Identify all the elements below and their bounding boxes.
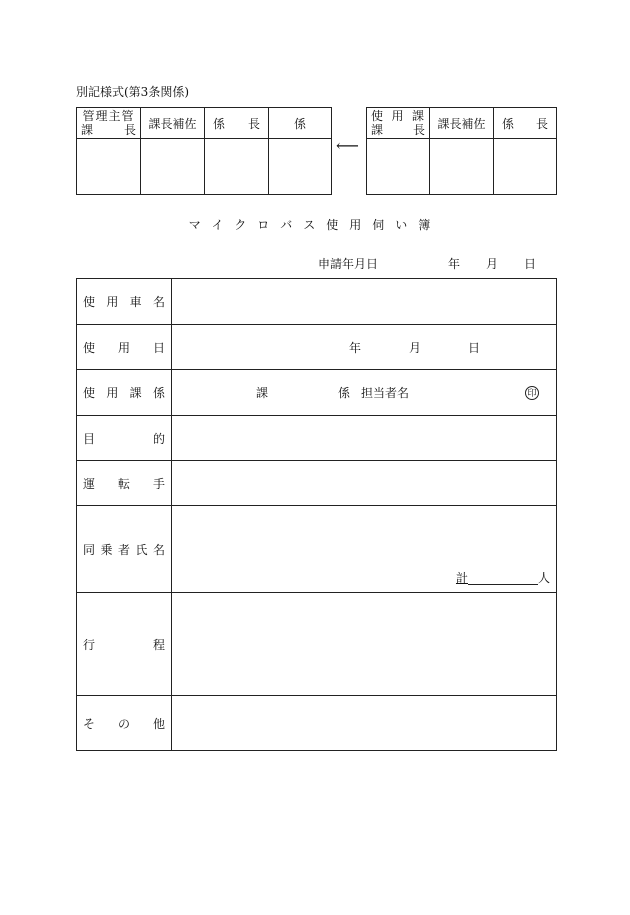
label-purpose: 目 的 (77, 416, 172, 461)
header-staff: 係 (269, 108, 332, 139)
stamp-box[interactable] (494, 139, 557, 195)
row-itinerary (77, 593, 557, 696)
label-driver: 運 転 手 (77, 461, 172, 506)
row-driver (77, 461, 557, 506)
passenger-total: 計 人 (455, 571, 550, 585)
row-use-date (77, 325, 557, 370)
vehicle-name-field[interactable] (172, 279, 557, 325)
total-count-line[interactable] (468, 572, 538, 585)
header-subsection-chief: 係 長 (205, 108, 269, 139)
row-passengers (77, 506, 557, 593)
flow-arrow-icon: ⟵ (336, 136, 359, 155)
label-vehicle-name: 使 用 車 名 (77, 279, 172, 325)
other-field[interactable] (172, 696, 557, 751)
header-using-section-chief: 使 用 課 課 長 (367, 108, 430, 139)
label-use-date: 使 用 日 (77, 325, 172, 370)
application-date: 申請年月日 年 月 日 (318, 257, 537, 271)
label-itinerary: 行 程 (77, 593, 172, 696)
row-section (77, 370, 557, 416)
section-field[interactable]: 課 係 担当者名 印 (172, 370, 557, 416)
itinerary-field[interactable] (172, 593, 557, 696)
approval-table-left (76, 107, 332, 195)
seal-icon: 印 (525, 386, 539, 400)
usage-form-table (76, 278, 557, 751)
stamp-box[interactable] (205, 139, 269, 195)
header-subsection-chief: 係 長 (494, 108, 557, 139)
label-other: そ の 他 (77, 696, 172, 751)
approval-table-right (366, 107, 557, 195)
form-title: マイクロバス使用伺い簿 (188, 218, 442, 232)
use-date-field[interactable]: 年 月 日 (172, 325, 557, 370)
stamp-box[interactable] (430, 139, 494, 195)
stamp-box[interactable] (141, 139, 205, 195)
header-deputy-chief: 課長補佐 (430, 108, 494, 139)
stamp-box[interactable] (77, 139, 141, 195)
driver-field[interactable] (172, 461, 557, 506)
row-other (77, 696, 557, 751)
stamp-box[interactable] (269, 139, 332, 195)
header-management-chief: 管理主管 課 長 (77, 108, 141, 139)
form-caption: 別記様式(第3条関係) (76, 85, 189, 99)
label-passengers: 同 乗 者 氏 名 (77, 506, 172, 593)
header-deputy-chief: 課長補佐 (141, 108, 205, 139)
purpose-field[interactable] (172, 416, 557, 461)
row-purpose (77, 416, 557, 461)
label-section: 使 用 課 係 (77, 370, 172, 416)
passengers-field[interactable] (172, 506, 557, 593)
row-vehicle-name (77, 279, 557, 325)
stamp-box[interactable] (367, 139, 430, 195)
